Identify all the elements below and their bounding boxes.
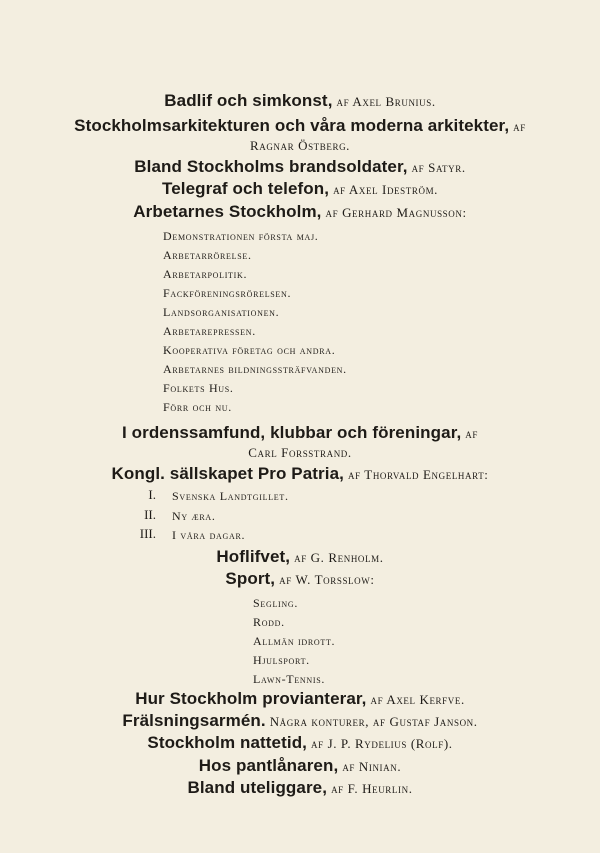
entry-title: Arbetarnes Stockholm, <box>133 202 322 221</box>
toc-entry <box>0 202 600 223</box>
toc-entry <box>0 91 600 112</box>
numbered-item: I våra dagar. <box>172 528 246 542</box>
numbered-item: Svenska Landtgillet. <box>172 489 289 503</box>
toc-entry <box>0 711 600 732</box>
sub-item: Förr och nu. <box>163 400 232 414</box>
sub-item: Folkets Hus. <box>163 381 234 395</box>
toc-entry <box>0 157 600 178</box>
entry-title: Hoflifvet, <box>216 547 291 566</box>
entry-title: Telegraf och telefon, <box>161 179 330 198</box>
sub-item: Kooperativa företag och andra. <box>163 343 336 357</box>
sub-item: Arbetarepressen. <box>163 324 256 338</box>
toc-entry <box>0 756 600 777</box>
sub-item: Allmän idrott. <box>253 634 336 648</box>
sub-item: Fackföreningsrörelsen. <box>163 286 292 300</box>
entry-author: af Gerhard Magnusson: <box>325 205 467 220</box>
entry-title: Hos pantlånaren, <box>198 756 339 775</box>
toc-entry <box>0 689 600 710</box>
entry-title: Frälsningsarmén. <box>122 711 266 730</box>
entry-author: af Axel Ideström. <box>333 182 439 197</box>
entry-author: af F. Heurlin. <box>331 781 413 796</box>
sub-item: Landsorganisationen. <box>163 305 280 319</box>
entry-author: af J. P. Rydelius (Rolf). <box>311 736 453 751</box>
entry-author-continued: Ragnar Östberg. <box>249 138 351 153</box>
entry-author: af <box>513 119 526 134</box>
roman-numeral: II. <box>144 507 156 522</box>
sub-item: Demonstrationen första maj. <box>163 229 319 243</box>
toc-entry <box>0 778 600 799</box>
entry-author: af Ninian. <box>342 759 402 774</box>
toc-entry-continuation <box>0 136 600 156</box>
toc-entry <box>0 569 600 590</box>
toc-entry <box>0 423 600 444</box>
entry-title: Hur Stockholm provianterar, <box>135 689 367 708</box>
entry-title: Badlif och simkonst, <box>164 91 333 110</box>
entry-author: af Axel Kerfve. <box>370 692 465 707</box>
entry-author: Några konturer, af Gustaf Janson. <box>269 714 478 729</box>
entry-title: I ordenssamfund, klubbar och föreningar, <box>121 423 462 442</box>
sub-item: Arbetarpolitik. <box>163 267 248 281</box>
entry-author: af <box>465 426 479 441</box>
sub-item: Lawn-Tennis. <box>253 672 326 686</box>
entry-title: Bland uteliggare, <box>187 778 328 797</box>
toc-entry <box>0 116 600 137</box>
sub-item: Segling. <box>253 596 299 610</box>
toc-entry <box>0 464 600 485</box>
entry-author: af W. Torsslow: <box>279 572 375 587</box>
sub-item: Arbetarrörelse. <box>163 248 252 262</box>
entry-title: Bland Stockholms brandsoldater, <box>134 157 408 176</box>
toc-entry-continuation <box>0 443 600 463</box>
entry-author: af Thorvald Engelhart: <box>347 467 489 482</box>
entry-title: Stockholmsarkitekturen och våra moderna arkitekter, <box>74 116 510 135</box>
toc-entry <box>0 733 600 754</box>
sub-item: Hjulsport. <box>253 653 310 667</box>
sub-item: Arbetarnes bildningssträfvanden. <box>163 362 347 376</box>
toc-entry <box>0 547 600 568</box>
toc-entry <box>0 179 600 200</box>
entry-author-continued: Carl Forsstrand. <box>248 445 352 460</box>
entry-author: af G. Renholm. <box>294 550 384 565</box>
sub-item: Rodd. <box>253 615 285 629</box>
entry-title: Sport, <box>225 569 276 588</box>
roman-numeral: III. <box>139 526 156 541</box>
numbered-item: Ny æra. <box>172 509 216 523</box>
entry-title: Stockholm nattetid, <box>147 733 308 752</box>
roman-numeral: I. <box>148 487 156 502</box>
entry-author: af Axel Brunius. <box>336 94 436 109</box>
entry-author: af Satyr. <box>411 160 466 175</box>
entry-title: Kongl. sällskapet Pro Patria, <box>111 464 344 483</box>
